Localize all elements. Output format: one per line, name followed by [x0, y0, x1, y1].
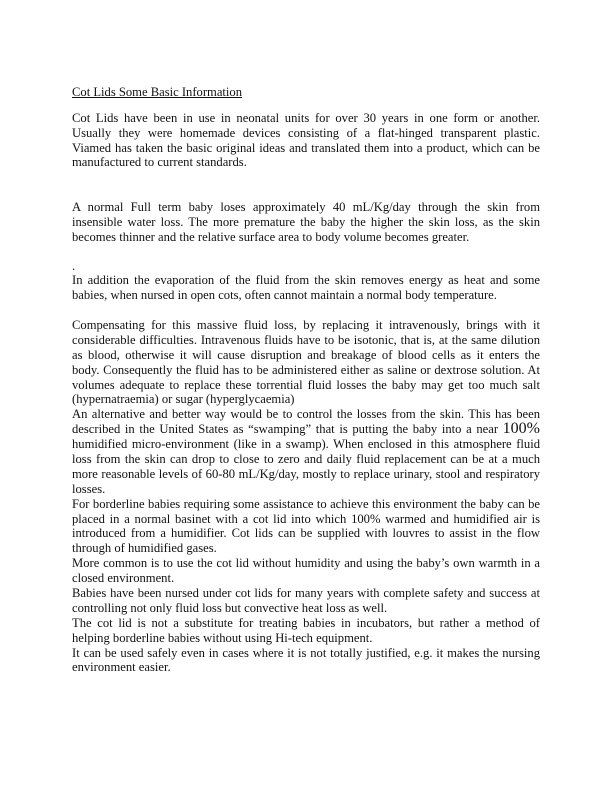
text-line	[72, 348, 540, 363]
big-percent: 100%	[502, 420, 540, 438]
paragraph-main	[72, 318, 540, 675]
text-line-content: helping borderline babies without using Hi-tech equipment.	[72, 630, 373, 645]
text-line	[72, 422, 540, 437]
text-line	[72, 646, 540, 661]
text-line-content: controlling not only fluid loss but convective heat loss as well.	[72, 600, 388, 615]
text-line	[72, 631, 540, 646]
text-line-content: humidified micro-environment (like in a swamp). When enclosed in this atmosphere fluid	[72, 437, 540, 452]
text-line-content: considerable difficulties. Intravenous fluids have to be isotonic, that is, at the same dilution	[72, 332, 540, 347]
text-line-content: In addition the evaporation of the fluid from the skin removes energy as heat and some	[72, 273, 540, 287]
text-line-content: loss from the skin can drop to close to zero and daily fluid replacement can be at a much	[72, 452, 540, 467]
text-line	[72, 512, 540, 527]
text-line-content: For borderline babies requiring some assistance to achieve this environment the baby can be	[72, 496, 540, 511]
text-line	[72, 452, 540, 467]
text-line	[72, 571, 540, 586]
text-line	[72, 467, 540, 482]
text-line-content: Viamed has taken the basic original ideas and translated them into a product, which can be	[72, 140, 540, 155]
text-line	[72, 155, 540, 170]
text-line	[72, 126, 540, 141]
text-line	[72, 392, 540, 407]
text-line	[72, 141, 540, 156]
text-line	[72, 230, 540, 245]
text-line-content: Babies have been nursed under cot lids for many years with complete safety and success at	[72, 586, 540, 601]
text-line	[72, 378, 540, 393]
text-line-content: described in the United States as “swamping” that is putting the baby into a near	[72, 422, 503, 437]
text-line	[72, 586, 540, 601]
text-line-content: Usually they were homemade devices consisting of a flat-hinged transparent plastic.	[72, 125, 540, 140]
text-line	[72, 482, 540, 497]
text-line	[72, 333, 540, 348]
text-line-content: manufactured to current standards.	[72, 155, 247, 170]
text-line-content: Compensating for this massive fluid loss, by replacing it intravenously, brings with it	[72, 318, 540, 332]
text-line-content: The cot lid is not a substitute for treating babies in incubators, but rather a method of	[72, 615, 540, 630]
text-line-content: as blood, otherwise it will cause disruption and breakage of blood cells as it enters the	[72, 347, 540, 362]
text-line-content: volumes adequate to replace these torrential fluid losses the baby may get too much salt	[72, 377, 540, 392]
text-line	[72, 541, 540, 556]
text-line-content: through of humidified gases.	[72, 541, 217, 556]
text-line-content: introduced from a humidifier. Cot lids can be supplied with louvres to assist in the flow	[72, 526, 540, 541]
text-line	[72, 660, 540, 675]
text-line-content: becomes thinner and the relative surface area to body volume becomes greater.	[72, 229, 470, 244]
text-line	[72, 407, 540, 422]
page-title: Cot Lids Some Basic Information	[72, 85, 242, 99]
text-line	[72, 259, 540, 274]
text-line	[72, 616, 540, 631]
text-line-content: A normal Full term baby loses approximately 40 mL/Kg/day through the skin from	[72, 200, 540, 214]
text-line-content: closed environment.	[72, 571, 175, 586]
text-line-content: body. Consequently the fluid has to be administered either as saline or dextrose solution. At	[72, 362, 540, 377]
text-line-content: placed in a normal basinet with a cot lid into which 100% warmed and humidified air is	[72, 511, 540, 526]
text-line-content: insensible water loss. The more premature the baby the higher the skin loss, as the skin	[72, 214, 540, 229]
text-line-content: .	[72, 259, 76, 273]
text-line	[72, 111, 540, 126]
text-line	[72, 556, 540, 571]
text-line	[72, 526, 540, 541]
text-line-content: babies, when nursed in open cots, often cannot maintain a normal body temperature.	[72, 287, 497, 302]
text-line	[72, 497, 540, 512]
text-line-content: Cot Lids have been in use in neonatal units for over 30 years in one form or another.	[72, 111, 540, 125]
text-line	[72, 363, 540, 378]
text-line-content: losses.	[72, 481, 106, 496]
text-line-content: more reasonable levels of 60-80 mL/Kg/day, mostly to replace urinary, stool and respiratory	[72, 466, 540, 481]
text-line	[72, 601, 540, 616]
paragraph-evaporation	[72, 273, 540, 303]
text-line	[72, 318, 540, 333]
text-line	[72, 200, 540, 215]
paragraph-water-loss	[72, 200, 540, 244]
text-line-content: environment easier.	[72, 660, 171, 675]
text-line-content: An alternative and better way would be to control the losses from the skin. This has been	[72, 407, 540, 422]
paragraph-dot	[72, 259, 540, 274]
text-line-content: (hypernatraemia) or sugar (hyperglycaemia)	[72, 392, 295, 407]
paragraph-intro	[72, 111, 540, 170]
text-line	[72, 437, 540, 452]
text-line	[72, 273, 540, 288]
text-line-content: It can be used safely even in cases where it is not totally justified, e.g. it makes the nursing	[72, 645, 540, 660]
text-line	[72, 288, 540, 303]
text-line	[72, 215, 540, 230]
text-line-content: More common is to use the cot lid without humidity and using the baby’s own warmth in a	[72, 556, 540, 571]
